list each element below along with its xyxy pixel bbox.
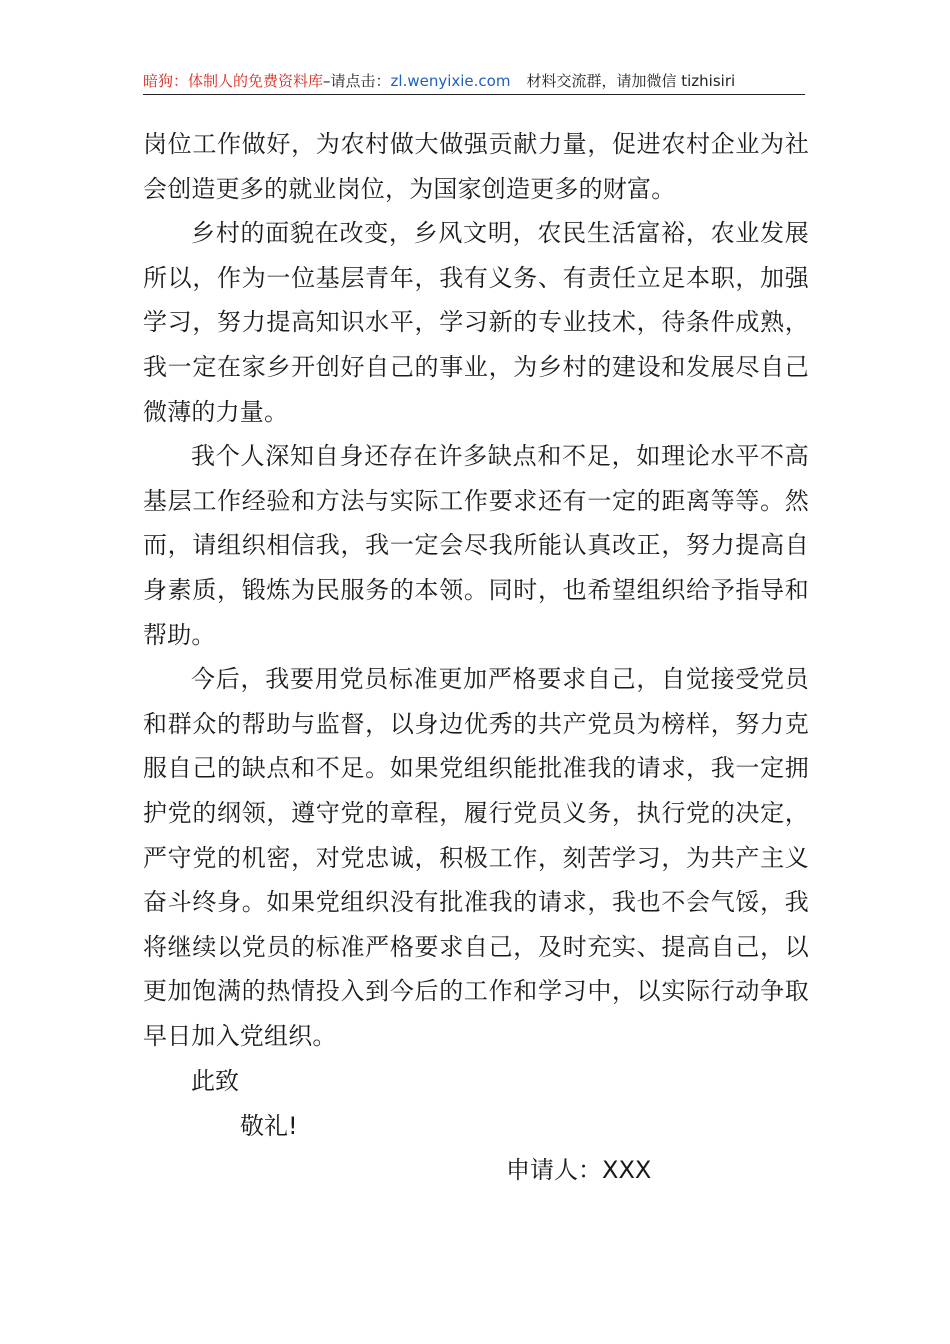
closing-regards: 敬礼! [240, 1112, 298, 1140]
page-header [143, 68, 805, 95]
paragraph: 我个人深知自身还存在许多缺点和不足，如理论水平不高基层工作经验和方法与实际工作要求还有一定的距离等等。然而，请组织相信我，我一定会尽我所能认真改正，努力提高自身素质，锻炼为民服务的本领。同时，也希望组织给予指导和帮助。 [143, 442, 809, 649]
paragraph-continued: 岗位工作做好，为农村做大做强贡献力量，促进农村企业为社会创造更多的就业岗位，为国家创造更多的财富。 [143, 130, 809, 203]
click-prompt: –请点击： [323, 72, 391, 90]
site-link[interactable]: zl.wenyixie.com [390, 72, 511, 90]
paragraph: 乡村的面貌在改变，乡风文明，农民生活富裕，农业发展所以，作为一位基层青年，我有义务、有责任立足本职，加强学习，努力提高知识水平，学习新的专业技术，待条件成熟，我一定在家乡开创好自己的事业，为乡村的建设和发展尽自己微薄的力量。 [143, 219, 809, 426]
applicant-signature: 申请人：XXX [506, 1156, 652, 1184]
brand-text: 暗狗：体制人的免费资料库 [143, 72, 324, 90]
closing-salutation: 此致 [191, 1067, 239, 1095]
document-body [143, 122, 809, 1058]
group-contact-text: 材料交流群，请加微信 tizhisiri [526, 72, 736, 90]
paragraph: 今后，我要用党员标准更加严格要求自己，自觉接受党员和群众的帮助与监督，以身边优秀的共产党员为榜样，努力克服自己的缺点和不足。如果党组织能批准我的请求，我一定拥护党的纲领，遵守党的章程，履行党员义务，执行党的决定，严守党的机密，对党忠诚，积极工作，刻苦学习，为共产主义奋斗终身。如果党组织没有批准我的请求，我也不会气馁，我将继续以党员的标准严格要求自己，及时充实、提高自己，以更加饱满的热情投入到今后的工作和学习中，以实际行动争取早日加入党组织。 [143, 665, 809, 1050]
